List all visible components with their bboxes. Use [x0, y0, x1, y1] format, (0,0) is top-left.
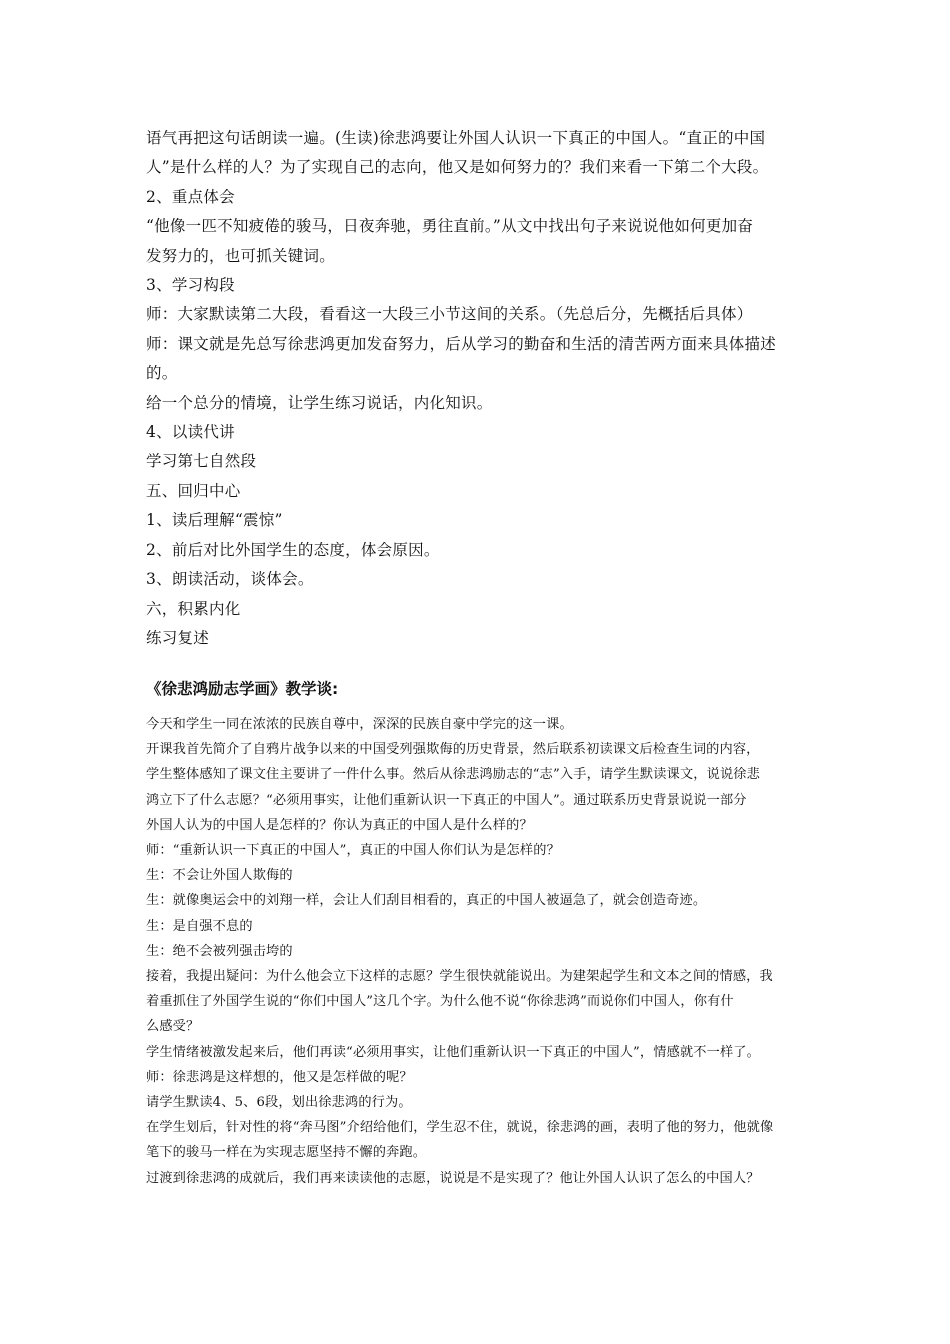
text-line: 2、重点体会 [146, 187, 235, 206]
text-line: 人”是什么样的人？为了实现自己的志向，他又是如何努力的？我们来看一下第二个大段。 [146, 158, 769, 177]
text-line: 生：就像奥运会中的刘翔一样，会让人们刮目相看的，真正的中国人被逼急了，就会创造奇迹。 [146, 893, 707, 909]
text-line: 五、回归中心 [146, 481, 241, 500]
text-line: 练习复述 [146, 628, 210, 647]
text-line: 师：徐悲鸿是这样想的，他又是怎样做的呢？ [146, 1069, 413, 1085]
text-line: 学生整体感知了课文住主要讲了一件什么事。然后从徐悲鸿励志的“志”入手，请学生默读课文，说说徐悲 [146, 767, 760, 783]
text-line: 接着，我提出疑问：为什么他会立下这样的志愿？学生很快就能说出。为建架起学生和文本之间的情感，我 [146, 969, 773, 985]
text-line: 2、前后对比外国学生的态度，体会原因。 [146, 540, 440, 559]
text-line: 过渡到徐悲鸿的成就后，我们再来读读他的志愿，说说是不是实现了？他让外国人认识了怎么的中国人？ [146, 1170, 760, 1186]
text-line: 的。 [146, 364, 178, 383]
text-line: 4、以读代讲 [146, 423, 235, 442]
section-title: 《徐悲鸿励志学画》教学谈: [146, 680, 339, 698]
text-line: 么感受？ [146, 1019, 200, 1035]
lesson-plan-section [146, 124, 816, 653]
text-line: 师：课文就是先总写徐悲鸿更加发奋努力，后从学习的勤奋和生活的清苦两方面来具体描述 [146, 334, 777, 353]
text-line: 笔下的骏马一样在为实现志愿坚持不懈的奔跑。 [146, 1145, 427, 1161]
text-line: 生：绝不会被列强击垮的 [146, 943, 293, 959]
text-line: 师：大家默读第二大段，看看这一大段三小节这间的关系。（先总后分，先概括后具体） [146, 305, 753, 324]
text-line: 3、学习构段 [146, 276, 235, 295]
text-line: 鸿立下了什么志愿？“必须用事实，让他们重新认识一下真正的中国人”。通过联系历史背景说说一部分 [146, 792, 747, 808]
text-line: 语气再把这句话朗读一遍。(生读)徐悲鸿要让外国人认识一下真正的中国人。“直正的中国 [146, 129, 766, 147]
text-line: 生：不会让外国人欺侮的 [146, 868, 293, 884]
text-line: 学习第七自然段 [146, 452, 257, 471]
text-line: 开课我首先简介了自鸦片战争以来的中国受列强欺侮的历史背景，然后联系初读课文后检查生词的内容， [146, 742, 760, 758]
text-line: 给一个总分的情境，让学生练习说话，内化知识。 [146, 393, 493, 412]
text-line: 今天和学生一同在浓浓的民族自尊中，深深的民族自豪中学完的这一课。 [146, 717, 573, 732]
text-line: 外国人认为的中国人是怎样的？你认为真正的中国人是什么样的？ [146, 817, 533, 833]
text-line: 着重抓住了外国学生说的“你们中国人”这几个字。为什么他不说“你徐悲鸿”而说你们中国人，你有什 [146, 994, 734, 1010]
text-line: 3、朗读活动，谈体会。 [146, 570, 314, 589]
text-line: 六，积累内化 [146, 599, 241, 618]
text-line: 生：是自强不息的 [146, 918, 253, 934]
teaching-reflection-section [146, 712, 816, 1191]
text-line: 请学生默读4、5、6段，划出徐悲鸿的行为。 [146, 1095, 412, 1111]
text-line: 发努力的，也可抓关键词。 [146, 246, 336, 265]
text-line: 师：“重新认识一下真正的中国人”，真正的中国人你们认为是怎样的？ [146, 843, 560, 859]
text-line: 学生情绪被激发起来后，他们再读“必须用事实，让他们重新认识一下真正的中国人”，情感就不一样了。 [146, 1044, 760, 1060]
text-line: 1、读后理解“震惊” [146, 511, 283, 530]
text-line: “他像一匹不知疲倦的骏马，日夜奔驰，勇往直前。”从文中找出句子来说说他如何更加奋 [146, 217, 754, 236]
text-line: 在学生划后，针对性的将“奔马图”介绍给他们，学生忍不住，就说，徐悲鸿的画，表明了他的努力，他就像 [146, 1120, 774, 1136]
